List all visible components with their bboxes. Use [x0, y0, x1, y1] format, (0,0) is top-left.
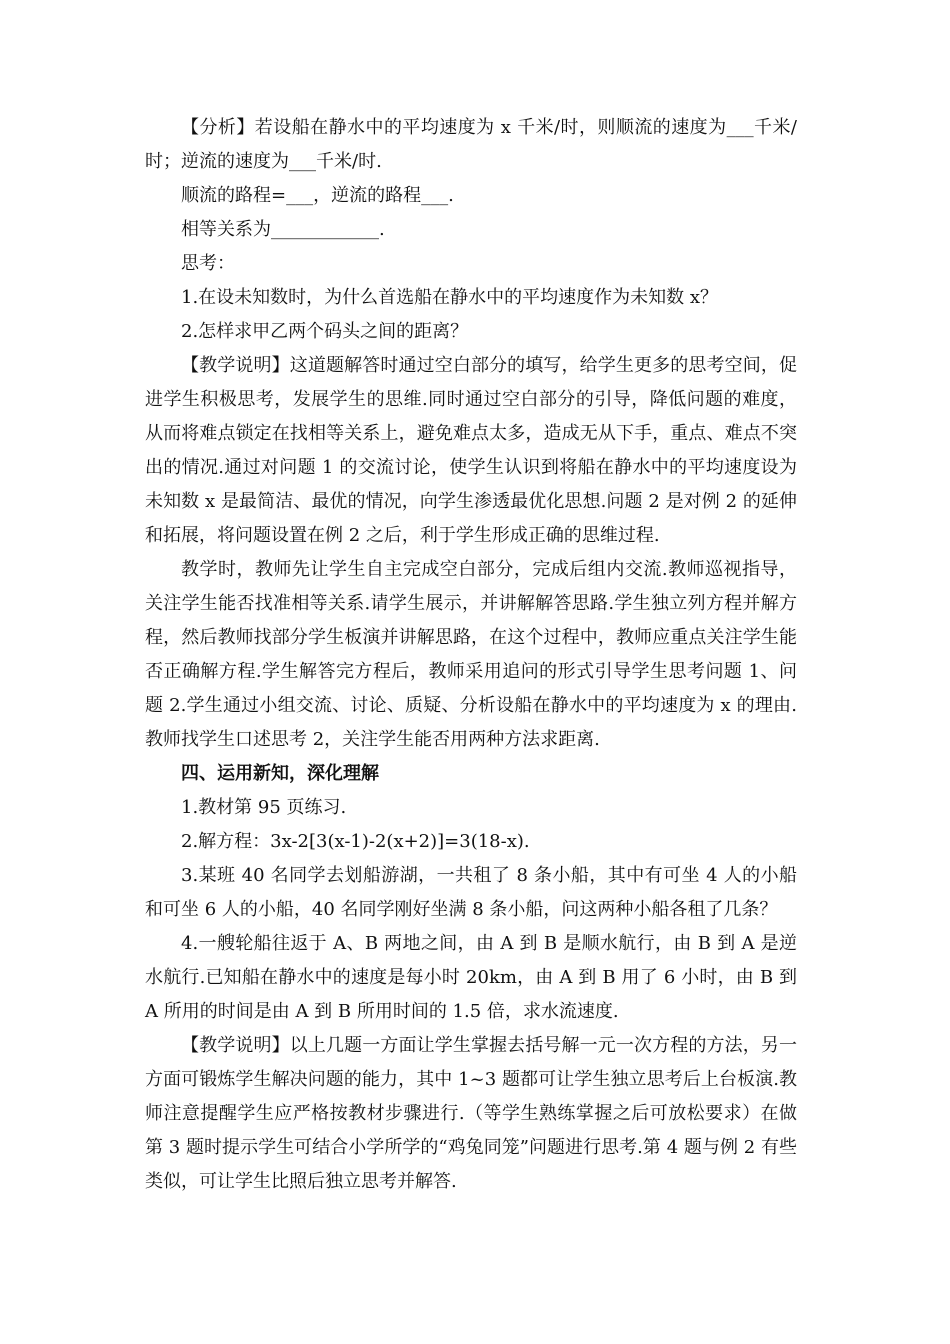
think-question-1: 1.在设未知数时，为什么首选船在静水中的平均速度作为未知数 x？	[181, 287, 719, 308]
exercise-1: 1.教材第 95 页练习.	[181, 797, 347, 818]
teaching-note-2: 【教学说明】以上几题一方面让学生掌握去括号解一元一次方程的方法，另一方面可锻炼学生解决问题的能力，其中 1~3 题都可让学生独立思考后上台板演.教师注意提醒学生应严格按教材步骤进行.（等学生熟练掌握之后可放松要求）在做第 3 题时提示学生可结合小学所学的“鸡兔同笼”问题进行思考.第 4 题与例 2 有些类似，可让学生比照后独立思考并解答.	[145, 1035, 797, 1192]
exercise-4: 4.一艘轮船往返于 A、B 两地之间，由 A 到 B 是顺水航行，由 B 到 A 是逆水航行.已知船在静水中的速度是每小时 20km，由 A 到 B 用了 6 小时，由 B 到 A 所用的时间是由 A 到 B 所用时间的 1.5 倍，求水流速度.	[145, 933, 798, 1022]
analysis-paragraph: 【分析】若设船在静水中的平均速度为 x 千米/时，则顺流的速度为___千米/时；逆流的速度为___千米/时.	[145, 117, 797, 172]
document-body	[145, 111, 797, 1199]
teaching-note-1: 【教学说明】这道题解答时通过空白部分的填写，给学生更多的思考空间，促进学生积极思考，发展学生的思维.同时通过空白部分的引导，降低问题的难度，从而将难点锁定在找相等关系上，避免难点太多，造成无从下手，重点、难点不突出的情况.通过对问题 1 的交流讨论，使学生认识到将船在静水中的平均速度设为未知数 x 是最简洁、最优的情况，向学生渗透最优化思想.问题 2 是对例 2 的延伸和拓展，将问题设置在例 2 之后，利于学生形成正确的思维过程.	[145, 355, 797, 546]
think-question-2: 2.怎样求甲乙两个码头之间的距离？	[181, 321, 469, 342]
section-heading: 四、运用新知，深化理解	[181, 763, 379, 784]
teaching-process-paragraph: 教学时，教师先让学生自主完成空白部分，完成后组内交流.教师巡视指导，关注学生能否找准相等关系.请学生展示，并讲解解答思路.学生独立列方程并解方程，然后教师找部分学生板演并讲解思路，在这个过程中，教师应重点关注学生能否正确解方程.学生解答完方程后，教师采用追问的形式引导学生思考问题 1、问题 2.学生通过小组交流、讨论、质疑、分析设船在静水中的平均速度为 x 的理由.教师找学生口述思考 2，关注学生能否用两种方法求距离.	[145, 559, 797, 750]
think-title: 思考：	[181, 253, 235, 274]
exercise-3: 3.某班 40 名同学去划船游湖，一共租了 8 条小船，其中有可坐 4 人的小船和可坐 6 人的小船，40 名同学刚好坐满 8 条小船，问这两种小船各租了几条？	[145, 865, 797, 920]
distance-blank-paragraph: 顺流的路程=___，逆流的路程___.	[181, 185, 454, 206]
exercise-2: 2.解方程：3x-2[3(x-1)-2(x+2)]=3(18-x).	[181, 831, 530, 852]
equality-relation-paragraph: 相等关系为____________.	[181, 219, 385, 240]
